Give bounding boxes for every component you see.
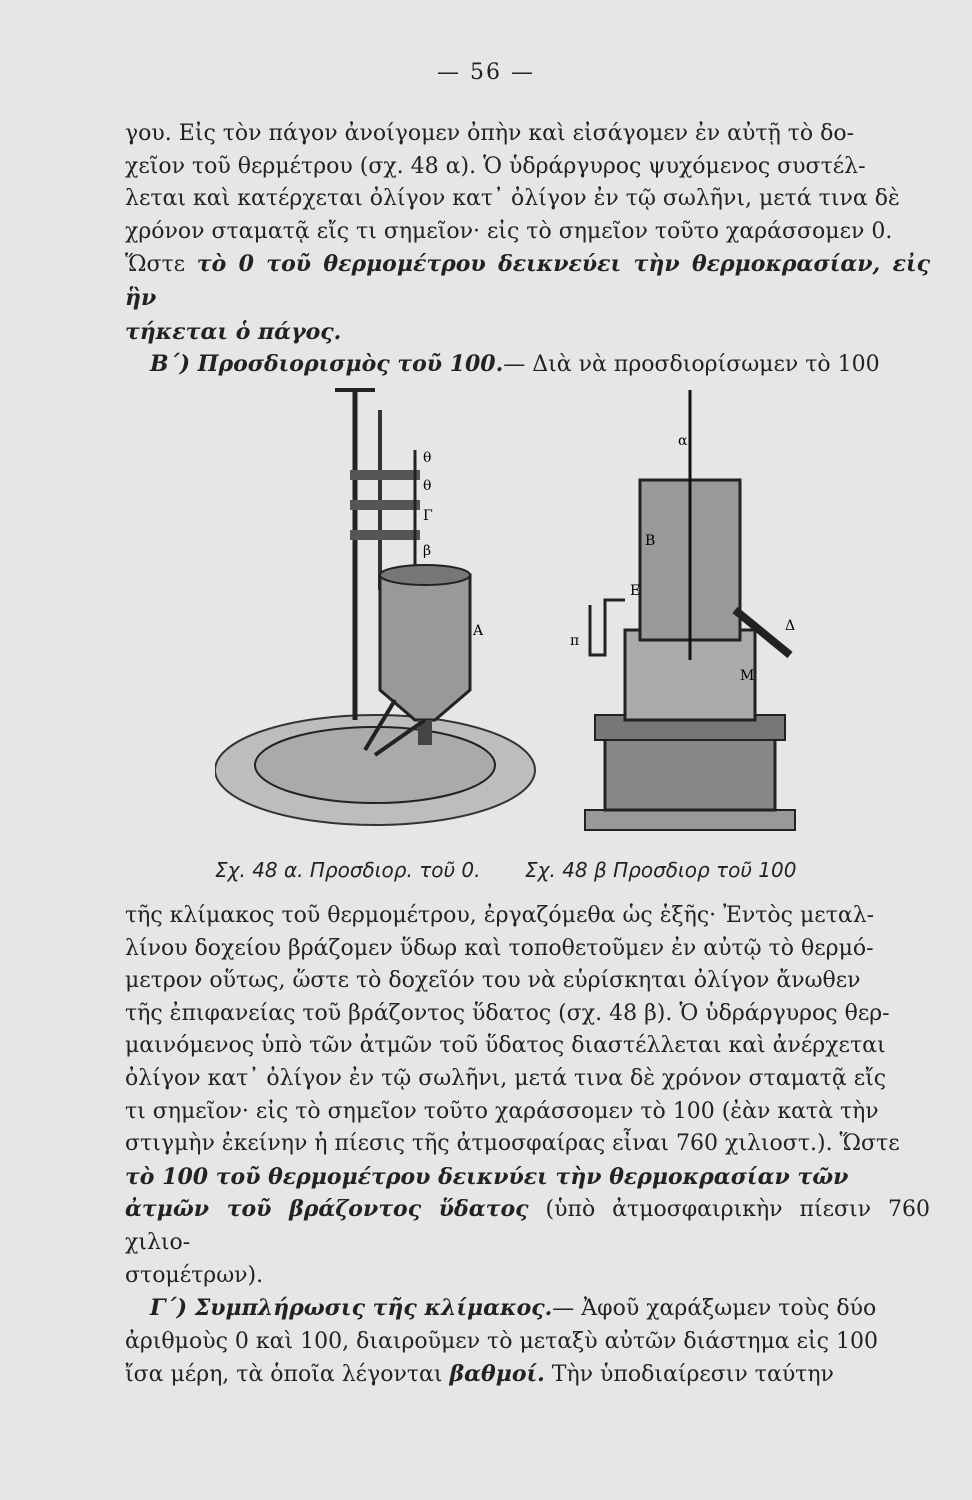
figure-label: Α [473,623,484,639]
figure-48b-caption: Σχ. 48 β Προσδιορ τοῦ 100 [525,858,797,882]
text-span: — Ἀφοῦ χαράξωμεν τοὺς δύο [552,1296,877,1322]
text-span: Ὥστε [125,252,197,278]
text-line: τῆς κλίμακος τοῦ θερμομέτρου, ἐργαζόμεθα ὡς ἑξῆς· Ἐντὸς μεταλ- [125,903,875,928]
text-line: ἀριθμοὺς 0 καὶ 100, διαιροῦμεν τὸ μεταξὺ αὐτῶν διάστημα εἰς 100 [125,1328,878,1354]
emphasized-text: τὸ 0 τοῦ θερμομέτρου δεικνεύει τὴν θερμοκρασίαν, εἰς ἣν [125,251,930,311]
text-line: γου. Εἰς τὸν πάγον ἀνοίγομεν ὀπὴν καὶ εἰσάγομεν ἐν αὐτῇ τὸ δο- [125,121,855,146]
figure-label: α [678,433,688,449]
text-line: χρόνον σταματᾷ εἴς τι σημεῖον· εἰς τὸ σημεῖον τοῦτο χαράσσομεν 0. [125,218,893,244]
page-number: — 56 — [437,60,535,85]
figure-label: Β [645,533,656,549]
figure-label: Δ [785,618,796,634]
text-line: στομέτρων). [125,1262,264,1288]
bottom-paragraph [125,900,930,1392]
figure-48a-illustration [215,370,555,840]
figure-label: Γ [423,508,433,524]
text-span: — Διὰ νὰ προσδιορίσωμεν τὸ 100 [503,352,880,378]
figure-48b-illustration [565,380,825,845]
figure-label: β [423,543,432,559]
figure-label: Μ [740,668,755,684]
text-line: μετρον οὕτως, ὥστε τὸ δοχεῖόν του νὰ εὑρίσκηται ὀλίγον ἄνωθεν [125,968,861,994]
figure-label: π [570,633,580,649]
text-line: μαινόμενος ὑπὸ τῶν ἀτμῶν τοῦ ὕδατος διαστέλλεται καὶ ἀνέρχεται [125,1033,886,1059]
text-line [125,248,930,315]
text-line: ὀλίγον κατ᾿ ὀλίγον ἐν τῷ σωλῆνι, μετά τινα δὲ χρόνον σταματᾷ εἴς [125,1065,887,1091]
text-line [125,1358,930,1392]
figure-label: Ε [630,583,641,599]
text-line: λίνου δοχείου βράζομεν ὕδωρ καὶ τοποθετοῦμεν ἐν αὐτῷ τὸ θερμό- [125,935,874,961]
text-span: ἴσα μέρη, τὰ ὁποῖα λέγονται [125,1362,450,1388]
section-b-heading: Β΄) Προσδιορισμὸς τοῦ 100. [150,351,504,378]
text-line: τήκεται ὁ πάγος. [125,318,342,345]
text-line [125,1193,930,1259]
section-c-line [125,1292,930,1326]
text-line: χεῖον τοῦ θερμέτρου (σχ. 48 α). Ὁ ὑδράργυρος ψυχόμενος συστέλ- [125,153,866,179]
text-line: τῆς ἐπιφανείας τοῦ βράζοντος ὕδατος (σχ. 48 β). Ὁ ὑδράργυρος θερ- [125,1000,890,1026]
text-line: λεται καὶ κατέρχεται ὀλίγον κατ᾿ ὀλίγον ἐν τῷ σωλῆνι, μετά τινα δὲ [125,186,900,212]
top-paragraph [125,118,930,382]
emphasized-text: ἀτμῶν τοῦ βράζοντος ὕδατος [125,1196,529,1223]
text-line: τι σημεῖον· εἰς τὸ σημεῖον τοῦτο χαράσσομεν τὸ 100 (ἐὰν κατὰ τὴν [125,1098,879,1124]
figures-area [125,360,930,860]
figure-label: θ [423,478,432,494]
text-span: Τὴν ὑποδιαίρεσιν ταύτην [544,1362,834,1388]
text-line: τὸ 100 τοῦ θερμομέτρου δεικνύει τὴν θερμοκρασίαν τῶν [125,1163,849,1190]
text-line: στιγμὴν ἐκείνην ἡ πίεσις τῆς ἀτμοσφαίρας εἶναι 760 χιλιοστ.). Ὥστε [125,1131,900,1157]
text-span: (ὑπὸ ἀτμοσφαιρικὴν πίεσιν 760 χιλιο- [125,1197,930,1255]
section-c-heading: Γ΄) Συμπλήρωσις τῆς κλίμακος. [150,1295,553,1322]
term-degrees: βαθμοί. [449,1361,545,1388]
figure-label: θ [423,450,432,466]
figure-48a-caption: Σχ. 48 α. Προσδιορ. τοῦ 0. [215,858,481,882]
